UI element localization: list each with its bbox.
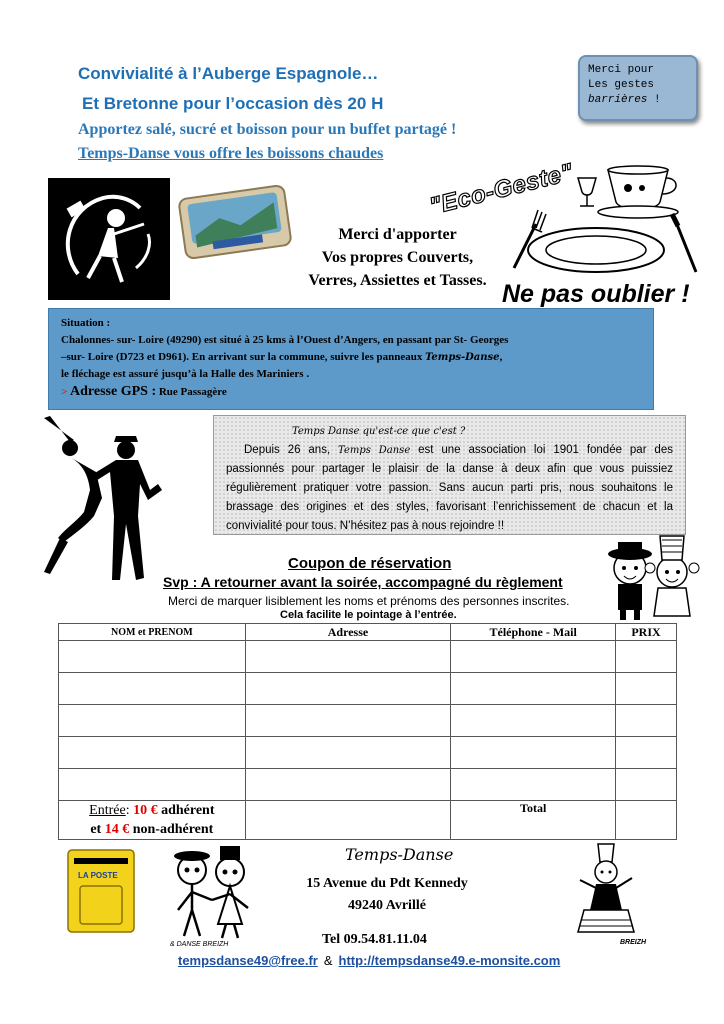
situation-line1: Chalonnes- sur- Loire (49290) est situé à 25 kms à l’Ouest d’Angers, en passant par St- Georges [61, 334, 509, 346]
address-cell[interactable] [245, 737, 451, 769]
coupon-instructions: Svp : A retourner avant la soirée, accompagné du règlement [163, 574, 563, 590]
website-link[interactable]: http://tempsdanse49.e-monsite.com [338, 953, 561, 968]
price-cell[interactable] [616, 705, 677, 737]
association-heading: Temps Danse qu'est-ce que c'est ? [292, 426, 466, 437]
nonmember-price: 14 € [104, 822, 130, 837]
table-row[interactable] [59, 737, 677, 769]
entry-price-cell [59, 801, 246, 840]
table-row[interactable] [59, 769, 677, 801]
column-header-name: NOM et PRENOM [59, 624, 246, 641]
situation-brand: Temps-Danse [425, 352, 500, 363]
phone-cell[interactable] [451, 673, 616, 705]
table-header-row [59, 624, 677, 641]
dancing-couple-icon [40, 412, 176, 586]
breizh-caption: BREIZH [620, 939, 647, 946]
price-cell[interactable] [616, 673, 677, 705]
table-row[interactable] [59, 641, 677, 673]
email-link[interactable]: tempsdanse49@free.fr [178, 953, 318, 968]
name-cell[interactable] [59, 705, 246, 737]
price-cell[interactable] [616, 641, 677, 673]
association-brand: Temps Danse [338, 445, 411, 456]
name-cell[interactable] [59, 641, 246, 673]
name-cell[interactable] [59, 737, 246, 769]
breton-kids-icon [602, 528, 700, 624]
column-header-address: Adresse [245, 624, 451, 641]
mailbox-icon [66, 848, 136, 934]
bzh-dancers-icon [164, 840, 260, 950]
table-total-row [59, 801, 677, 840]
column-header-price: PRIX [616, 624, 677, 641]
eco-geste-title: "Eco-Geste" [426, 158, 576, 221]
table-row[interactable] [59, 705, 677, 737]
merci-line1: Merci d'apporter [338, 226, 457, 243]
phone-cell[interactable] [451, 737, 616, 769]
breton-dancer-icon [568, 840, 647, 950]
note-line3: barrières [588, 94, 648, 106]
reservation-table [58, 623, 677, 840]
header-subtitle-buffet: Apportez salé, sucré et boisson pour un buffet partagé ! [78, 121, 457, 138]
situation-line2-end: , [499, 351, 503, 363]
price-cell[interactable] [616, 737, 677, 769]
situation-label: Situation : [61, 317, 111, 329]
coupon-facilite: Cela facilite le pointage à l’entrée. [280, 609, 457, 621]
dancer-logo-icon [48, 178, 170, 300]
note-line3-suffix: ! [647, 94, 661, 106]
cookie-tin-icon [180, 186, 292, 258]
mailbox-label: LA POSTE [78, 871, 118, 880]
note-line2: Les gestes [588, 79, 655, 91]
bzh-caption: & DANSE BREIZH [170, 941, 229, 948]
total-value-cell[interactable] [616, 801, 677, 840]
address-cell[interactable] [245, 673, 451, 705]
footer-city: 49240 Avrillé [348, 898, 426, 913]
header-subtitle-drinks: Temps-Danse vous offre les boissons chaudes [78, 145, 384, 162]
coupon-merci: Merci de marquer lisiblement les noms et prénoms des personnes inscrites. [168, 594, 570, 608]
footer-address [282, 873, 492, 917]
ne-pas-oublier-title: Ne pas oublier ! [502, 280, 690, 308]
member-label: adhérent [161, 803, 215, 818]
coupon-title: Coupon de réservation [288, 555, 452, 572]
empty-cell [245, 801, 451, 840]
footer-phone: Tel 09.54.81.11.04 [322, 932, 427, 947]
name-cell[interactable] [59, 769, 246, 801]
association-p1: Depuis 26 ans, [244, 444, 331, 456]
note-line1: Merci pour [588, 64, 655, 76]
table-row[interactable] [59, 673, 677, 705]
gps-label: Adresse GPS : [70, 384, 157, 399]
phone-cell[interactable] [451, 641, 616, 673]
entry-sep: : [125, 803, 134, 818]
situation-line3: le fléchage est assuré jusqu’à la Halle des Mariniers . [61, 368, 310, 380]
gps-value: Rue Passagère [158, 386, 227, 398]
entry-label: Entrée [89, 803, 126, 818]
price-cell[interactable] [616, 769, 677, 801]
nonmember-label: non-adhérent [132, 822, 214, 837]
footer-org-name: Temps-Danse [345, 845, 454, 864]
address-cell[interactable] [245, 705, 451, 737]
links-ampersand: & [323, 953, 333, 968]
total-label: Total [451, 801, 616, 840]
association-description [213, 415, 686, 535]
association-p1-rest: est une association loi 1901 fondée par des passionnés pour partager le plaisir de la danse à deux afin que vous puissiez régulièrement pratiquer votre passion. Sans aucun parti pris, nous souhaitons le brassage des origines et des styles, favorisant l’enrichissement de chacun et la convivialité pour tous. N’hésitez pas à nous rejoindre !! [226, 444, 673, 532]
address-cell[interactable] [245, 769, 451, 801]
barrier-gestures-note [578, 55, 698, 121]
footer-links [178, 953, 560, 968]
address-cell[interactable] [245, 641, 451, 673]
column-header-phone-mail: Téléphone - Mail [451, 624, 616, 641]
place-setting-icon [500, 158, 700, 288]
situation-box [48, 308, 654, 410]
member-price: 10 € [133, 803, 158, 818]
bring-your-own-message [300, 223, 495, 292]
footer-street: 15 Avenue du Pdt Kennedy [306, 876, 468, 891]
phone-cell[interactable] [451, 769, 616, 801]
name-cell[interactable] [59, 673, 246, 705]
merci-line3: Verres, Assiettes et Tasses. [308, 272, 487, 289]
gps-arrow: > [61, 386, 68, 398]
entry-and: et [90, 822, 102, 837]
merci-line2: Vos propres Couverts, [321, 249, 474, 266]
header-title-line1: Convivialité à l’Auberge Espagnole… [78, 64, 379, 83]
situation-line2: –sur- Loire (D723 et D961). En arrivant sur la commune, suivre les panneaux [61, 351, 426, 363]
phone-cell[interactable] [451, 705, 616, 737]
header-title-line2: Et Bretonne pour l’occasion dès 20 H [82, 94, 384, 113]
